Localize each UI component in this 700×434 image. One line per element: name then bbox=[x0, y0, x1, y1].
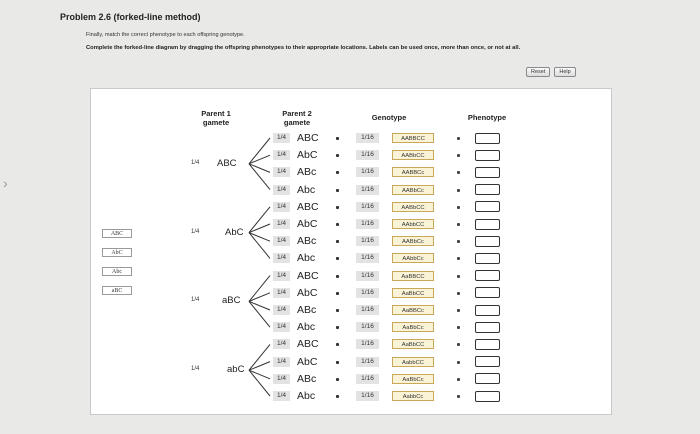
parent2-gamete: Abc bbox=[297, 183, 316, 196]
parent1-fraction: 1/4 bbox=[191, 366, 200, 373]
parent2-fraction: 1/4 bbox=[273, 271, 290, 281]
problem-title: Problem 2.6 (forked-line method) bbox=[60, 12, 201, 22]
parent2-gamete: ABC bbox=[297, 269, 319, 282]
parent2-gamete: AbC bbox=[297, 286, 318, 299]
phenotype-drop-slot[interactable] bbox=[475, 322, 500, 333]
genotype-label: AABbCc bbox=[392, 236, 434, 246]
phenotype-label-chip[interactable]: aBC bbox=[102, 286, 132, 295]
phenotype-drop-slot[interactable] bbox=[475, 253, 500, 264]
parent2-fraction: 1/4 bbox=[273, 305, 290, 315]
parent2-gamete: AbC bbox=[297, 355, 318, 368]
offspring-probability: 1/16 bbox=[356, 150, 379, 160]
genotype-label: AAbbCc bbox=[392, 253, 434, 263]
genotype-label: AabbCC bbox=[392, 357, 434, 367]
parent2-fraction: 1/4 bbox=[273, 167, 290, 177]
parent1-gamete: abC bbox=[227, 364, 245, 376]
forked-line-panel bbox=[90, 88, 612, 415]
fork-lines bbox=[91, 89, 611, 414]
genotype-label: AaBBCC bbox=[392, 271, 434, 281]
parent1-fraction: 1/4 bbox=[191, 297, 200, 304]
phenotype-header: Phenotype bbox=[467, 113, 507, 122]
parent1-gamete: ABC bbox=[217, 157, 237, 169]
parent2-fraction: 1/4 bbox=[273, 357, 290, 367]
offspring-probability: 1/16 bbox=[356, 339, 379, 349]
genotype-label: AaBbCC bbox=[392, 339, 434, 349]
parent2-fraction: 1/4 bbox=[273, 219, 290, 229]
phenotype-drop-slot[interactable] bbox=[475, 184, 500, 195]
parent2-fraction: 1/4 bbox=[273, 150, 290, 160]
arrow-dot bbox=[457, 309, 460, 312]
phenotype-drop-slot[interactable] bbox=[475, 339, 500, 350]
arrow-dot bbox=[457, 275, 460, 278]
arrow-dot bbox=[457, 378, 460, 381]
phenotype-drop-slot[interactable] bbox=[475, 150, 500, 161]
parent2-gamete: AbC bbox=[297, 218, 318, 230]
parent2-fraction: 1/4 bbox=[273, 253, 290, 263]
parent1-fraction: 1/4 bbox=[191, 159, 200, 166]
phenotype-drop-slot[interactable] bbox=[475, 391, 500, 402]
offspring-probability: 1/16 bbox=[356, 322, 379, 332]
genotype-label: AABBCC bbox=[392, 133, 434, 143]
offspring-probability: 1/16 bbox=[356, 202, 379, 212]
parent2-gamete: Abc bbox=[297, 390, 316, 402]
phenotype-label-chip[interactable]: AbC bbox=[102, 248, 132, 257]
parent2-fraction: 1/4 bbox=[273, 374, 290, 384]
parent2-gamete: Abc bbox=[297, 252, 316, 265]
arrow-dot bbox=[457, 137, 460, 140]
genotype-label: AaBbCc bbox=[392, 374, 434, 384]
arrow-dot bbox=[336, 240, 339, 243]
arrow-dot bbox=[336, 137, 339, 140]
arrow-dot bbox=[457, 189, 460, 192]
arrow-dot bbox=[336, 395, 339, 398]
phenotype-label-chip[interactable]: Abc bbox=[102, 267, 132, 276]
parent2-gamete: ABc bbox=[297, 304, 317, 316]
offspring-probability: 1/16 bbox=[356, 391, 379, 401]
arrow-dot bbox=[336, 275, 339, 278]
arrow-dot bbox=[457, 223, 460, 226]
parent1-gamete: aBC bbox=[222, 295, 241, 307]
genotype-label: AaBBCc bbox=[392, 305, 434, 315]
offspring-probability: 1/16 bbox=[356, 219, 379, 229]
phenotype-drop-slot[interactable] bbox=[475, 201, 500, 212]
arrow-dot bbox=[457, 240, 460, 243]
phenotype-drop-slot[interactable] bbox=[475, 373, 500, 384]
offspring-probability: 1/16 bbox=[356, 271, 379, 281]
arrow-dot bbox=[336, 326, 339, 329]
parent2-gamete: ABc bbox=[297, 372, 317, 385]
toolbar bbox=[526, 67, 576, 77]
parent2-header: Parent 2 gamete bbox=[282, 109, 312, 127]
arrow-dot bbox=[336, 378, 339, 381]
parent2-fraction: 1/4 bbox=[273, 202, 290, 212]
parent2-gamete: ABC bbox=[297, 200, 319, 213]
arrow-dot bbox=[457, 292, 460, 295]
genotype-label: AABBCc bbox=[392, 167, 434, 177]
parent2-gamete: ABC bbox=[297, 338, 319, 351]
offspring-probability: 1/16 bbox=[356, 253, 379, 263]
parent2-fraction: 1/4 bbox=[273, 391, 290, 401]
task-instruction-text: Complete the forked-line diagram by dragging the offspring phenotypes to their appropriate locations. Labels can be used once, more than once, or not at all. bbox=[86, 45, 521, 51]
genotype-header: Genotype bbox=[371, 113, 407, 122]
genotype-label: AaBbCC bbox=[392, 288, 434, 298]
phenotype-drop-slot[interactable] bbox=[475, 270, 500, 281]
arrow-dot bbox=[336, 189, 339, 192]
offspring-probability: 1/16 bbox=[356, 288, 379, 298]
parent2-fraction: 1/4 bbox=[273, 322, 290, 332]
phenotype-drop-slot[interactable] bbox=[475, 219, 500, 230]
parent1-fraction: 1/4 bbox=[191, 228, 200, 235]
parent2-gamete: ABc bbox=[297, 166, 317, 179]
genotype-label: AabbCc bbox=[392, 391, 434, 401]
genotype-label: AABbCc bbox=[392, 185, 434, 195]
arrow-dot bbox=[336, 223, 339, 226]
instruction-text: Finally, match the correct phenotype to each offspring genotype. bbox=[86, 32, 245, 38]
phenotype-drop-slot[interactable] bbox=[475, 287, 500, 298]
help-button[interactable]: Help bbox=[554, 67, 575, 77]
genotype-label: AABbCC bbox=[392, 202, 434, 212]
arrow-dot bbox=[457, 361, 460, 364]
parent2-fraction: 1/4 bbox=[273, 236, 290, 246]
offspring-probability: 1/16 bbox=[356, 236, 379, 246]
arrow-dot bbox=[336, 309, 339, 312]
offspring-probability: 1/16 bbox=[356, 305, 379, 315]
phenotype-drop-slot[interactable] bbox=[475, 305, 500, 316]
parent1-gamete: AbC bbox=[225, 226, 244, 238]
offspring-probability: 1/16 bbox=[356, 167, 379, 177]
arrow-dot bbox=[457, 206, 460, 209]
arrow-dot bbox=[457, 395, 460, 398]
genotype-label: AaBbCc bbox=[392, 322, 434, 332]
arrow-dot bbox=[336, 206, 339, 209]
parent2-gamete: Abc bbox=[297, 321, 316, 334]
offspring-probability: 1/16 bbox=[356, 133, 379, 143]
parent2-fraction: 1/4 bbox=[273, 133, 290, 143]
collapse-chevron-icon[interactable]: › bbox=[3, 175, 8, 191]
parent2-gamete: AbC bbox=[297, 149, 318, 162]
offspring-probability: 1/16 bbox=[356, 185, 379, 195]
reset-button[interactable]: Reset bbox=[526, 67, 550, 77]
arrow-dot bbox=[336, 361, 339, 364]
phenotype-label-chip[interactable]: ABC bbox=[102, 229, 132, 238]
phenotype-drop-slot[interactable] bbox=[475, 236, 500, 247]
parent2-gamete: ABC bbox=[297, 132, 319, 144]
phenotype-drop-slot[interactable] bbox=[475, 356, 500, 367]
arrow-dot bbox=[457, 326, 460, 329]
genotype-label: AAbbCC bbox=[392, 219, 434, 229]
arrow-dot bbox=[457, 154, 460, 157]
arrow-dot bbox=[336, 154, 339, 157]
arrow-dot bbox=[336, 292, 339, 295]
phenotype-drop-slot[interactable] bbox=[475, 133, 500, 144]
parent2-gamete: ABc bbox=[297, 235, 317, 248]
parent2-fraction: 1/4 bbox=[273, 185, 290, 195]
phenotype-drop-slot[interactable] bbox=[475, 167, 500, 178]
offspring-probability: 1/16 bbox=[356, 357, 379, 367]
genotype-label: AABbCC bbox=[392, 150, 434, 160]
offspring-probability: 1/16 bbox=[356, 374, 379, 384]
parent1-header: Parent 1 gamete bbox=[201, 109, 231, 127]
parent2-fraction: 1/4 bbox=[273, 339, 290, 349]
parent2-fraction: 1/4 bbox=[273, 288, 290, 298]
